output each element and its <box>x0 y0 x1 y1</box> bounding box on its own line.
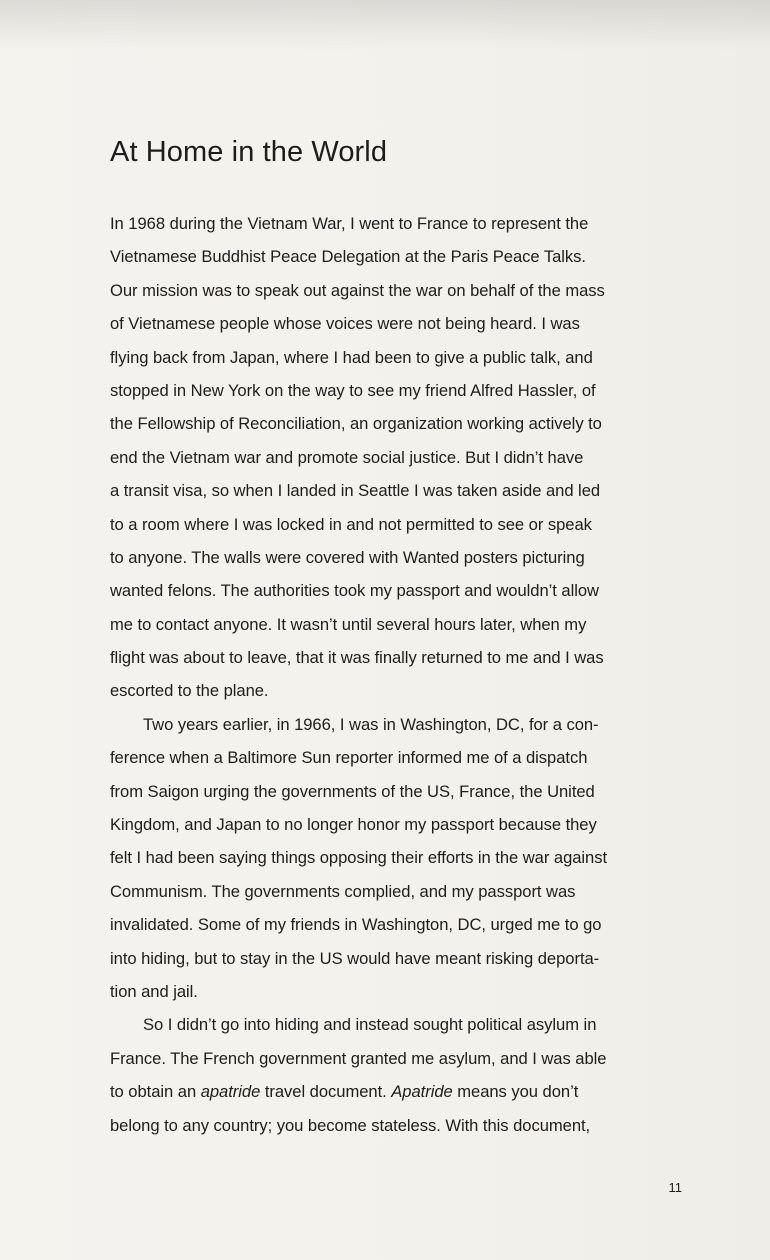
text-line: In 1968 during the Vietnam War, I went to France to represent the <box>110 214 589 233</box>
text-line: Communism. The governments complied, and my passport was <box>110 881 576 901</box>
italic-term: apatride <box>200 1082 261 1102</box>
text-line: a transit visa, so when I landed in Seattle I was taken aside and led <box>110 481 601 501</box>
text-line: Kingdom, and Japan to no longer honor my passport because they <box>110 815 597 835</box>
body-text <box>110 207 680 1142</box>
text-line: France. The French government granted me asylum, and I was able <box>110 1048 607 1068</box>
text-line: into hiding, but to stay in the US would have meant risking deporta- <box>110 948 600 968</box>
text-line: Vietnamese Buddhist Peace Delegation at the Paris Peace Talks. <box>110 247 586 267</box>
text-line: end the Vietnam war and promote social justice. But I didn’t have <box>110 447 584 467</box>
text-line <box>110 1075 680 1108</box>
text-line: flying back from Japan, where I had been to give a public talk, and <box>110 347 593 367</box>
text-line: Our mission was to speak out against the war on behalf of the mass <box>110 280 605 300</box>
text-run: to obtain an <box>110 1082 201 1102</box>
italic-term: Apatride <box>391 1082 453 1102</box>
text-line: stopped in New York on the way to see my friend Alfred Hassler, of <box>110 380 596 400</box>
text-line: of Vietnamese people whose voices were not being heard. I was <box>110 314 580 334</box>
text-line: felt I had been saying things opposing their efforts in the war against <box>110 848 608 868</box>
text-line: ference when a Baltimore Sun reporter informed me of a dispatch <box>110 748 588 768</box>
text-line: me to contact anyone. It wasn’t until several hours later, when my <box>110 614 587 634</box>
chapter-title: At Home in the World <box>110 136 388 168</box>
text-run: travel document. <box>260 1082 392 1102</box>
text-line: from Saigon urging the governments of the US, France, the United <box>110 781 595 801</box>
text-line: belong to any country; you become stateless. With this document, <box>110 1115 591 1135</box>
text-line: to a room where I was locked in and not permitted to see or speak <box>110 514 592 534</box>
text-line: invalidated. Some of my friends in Washington, DC, urged me to go <box>110 915 602 935</box>
text-line-paragraph-start: Two years earlier, in 1966, I was in Washington, DC, for a con- <box>143 714 599 734</box>
text-line: wanted felons. The authorities took my passport and wouldn’t allow <box>110 581 599 601</box>
text-line: the Fellowship of Reconciliation, an organization working actively to <box>110 414 602 434</box>
text-line: tion and jail. <box>110 981 198 1001</box>
text-run: means you don’t <box>452 1082 579 1102</box>
text-line: to anyone. The walls were covered with Wanted posters picturing <box>110 547 585 567</box>
page-edge-shadow <box>0 0 770 50</box>
text-line: escorted to the plane. <box>110 681 269 701</box>
text-line-paragraph-start: So I didn’t go into hiding and instead sought political asylum in <box>143 1015 597 1035</box>
page-number: 11 <box>668 1180 682 1195</box>
text-line: flight was about to leave, that it was finally returned to me and I was <box>110 648 604 668</box>
